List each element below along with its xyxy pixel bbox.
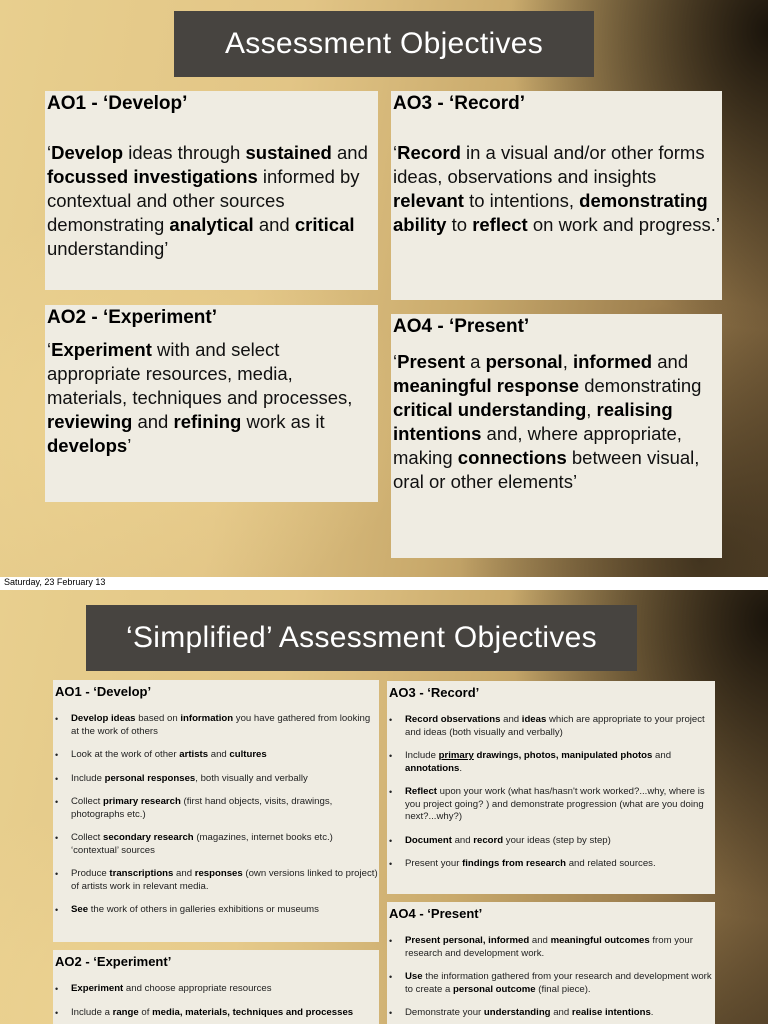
- ao4-simplified-heading: AO4 - ‘Present’: [389, 906, 483, 921]
- body-text: and: [529, 935, 551, 946]
- ao4-simplified-list: [387, 935, 715, 1020]
- ao2-simplified-list: [53, 983, 379, 1019]
- body-text: .: [650, 1007, 654, 1018]
- list-item: [71, 832, 379, 857]
- body-text: ideas through: [123, 142, 246, 163]
- list-item: [405, 1007, 715, 1020]
- ao4-box: [391, 314, 722, 558]
- ao3-simplified-list: [387, 714, 715, 871]
- body-text: and, where appropriate, making: [393, 423, 682, 468]
- emphasis-text: Record: [397, 142, 461, 163]
- body-text: to intentions,: [463, 190, 580, 211]
- emphasis-text: media, materials, techniques and processes: [152, 1006, 354, 1018]
- emphasis-text: refining: [173, 411, 242, 432]
- body-text: Look at the work of other: [71, 749, 180, 760]
- ao2-body: [47, 338, 378, 458]
- ao3-heading: AO3 - ‘Record’: [393, 93, 525, 114]
- list-item: [71, 983, 379, 996]
- body-text: the information gathered from your research and development work to create a: [405, 971, 712, 995]
- emphasis-text: record: [473, 834, 504, 846]
- body-text: you have gathered from looking at the work of others: [71, 713, 371, 737]
- emphasis-text: annotations: [405, 762, 460, 774]
- body-text: with and select appropriate resources, media, materials, techniques and processes,: [47, 339, 353, 408]
- emphasis-text: sustained: [245, 142, 332, 163]
- emphasis-text: realising intentions: [393, 399, 673, 444]
- slide-2: [0, 590, 768, 1024]
- emphasis-text: critical: [294, 214, 355, 235]
- emphasis-text: understanding: [483, 1007, 551, 1018]
- emphasis-text: range: [112, 1006, 139, 1018]
- emphasis-text: responses: [194, 868, 243, 879]
- emphasis-text: personal: [485, 351, 563, 372]
- ao3-body: [393, 141, 722, 237]
- body-text: and: [451, 834, 474, 846]
- slide-2-title: ‘Simplified’ Assessment Objectives: [86, 605, 637, 671]
- ao4-heading: AO4 - ‘Present’: [393, 316, 530, 337]
- emphasis-text: Develop: [51, 142, 124, 163]
- body-text: on work and progress.’: [527, 214, 721, 235]
- ao2-box: [45, 305, 378, 502]
- body-text: (magazines, internet books etc.) ‘contextual’ sources: [71, 832, 333, 856]
- body-text: demonstrating: [579, 375, 702, 396]
- ao2-simplified-box: [53, 950, 379, 1024]
- body-text: ‘: [47, 339, 52, 360]
- body-text: ,: [586, 399, 597, 420]
- emphasis-text: information: [180, 713, 234, 724]
- body-text: , both visually and verbally: [195, 772, 308, 784]
- emphasis-text: primary: [438, 750, 474, 761]
- body-text: and choose appropriate resources: [123, 983, 272, 994]
- list-item: [71, 868, 379, 893]
- emphasis-text: meaningful response: [393, 375, 580, 396]
- body-text: in a visual and/or other forms ideas, observations and insights: [393, 142, 705, 187]
- emphasis-text: reflect: [472, 214, 528, 235]
- body-text: and: [208, 749, 230, 760]
- list-item: [405, 935, 715, 960]
- list-item: [405, 835, 715, 848]
- body-text: based on: [135, 713, 181, 724]
- emphasis-text: analytical: [169, 214, 254, 235]
- emphasis-text: reviewing: [47, 411, 133, 432]
- ao1-body: [47, 141, 378, 261]
- ao1-simplified-list: [53, 713, 379, 917]
- list-item: [405, 858, 715, 871]
- body-text: ‘: [47, 142, 52, 163]
- emphasis-text: Record observations: [405, 714, 501, 725]
- ao1-box: [45, 91, 378, 290]
- body-text: and: [500, 714, 522, 725]
- body-text: the work of others in galleries exhibitions or museums: [88, 904, 319, 915]
- body-text: Present your: [405, 858, 463, 869]
- emphasis-text: connections: [457, 447, 567, 468]
- body-text: Collect: [71, 796, 103, 807]
- body-text: and: [331, 142, 368, 163]
- emphasis-text: realise intentions: [571, 1007, 651, 1018]
- body-text: understanding’: [47, 238, 169, 259]
- emphasis-text: demonstrating ability: [393, 190, 708, 235]
- emphasis-text: personal outcome: [453, 983, 536, 995]
- emphasis-text: See: [71, 904, 89, 915]
- list-item: [405, 750, 715, 775]
- emphasis-text: primary research: [103, 796, 181, 807]
- emphasis-text: Use: [405, 971, 423, 982]
- ao4-body: [393, 350, 722, 494]
- body-text: your ideas (step by step): [503, 834, 611, 846]
- body-text: ‘: [393, 351, 398, 372]
- emphasis-text: develops: [47, 435, 128, 456]
- slide-1-title: Assessment Objectives: [174, 11, 594, 77]
- date-label: Saturday, 23 February 13: [4, 577, 106, 587]
- body-text: and: [132, 411, 174, 432]
- body-text: Demonstrate your: [405, 1007, 484, 1018]
- body-text: and related sources.: [566, 858, 656, 869]
- emphasis-text: secondary research: [103, 832, 194, 843]
- ao3-box: [391, 91, 722, 300]
- emphasis-text: Experiment: [51, 339, 152, 360]
- ao3-simplified-heading: AO3 - ‘Record’: [389, 685, 480, 700]
- body-text: ’: [127, 435, 132, 456]
- body-text: between visual, oral or other elements’: [393, 447, 700, 492]
- list-item: [71, 749, 379, 762]
- emphasis-text: transcriptions: [109, 868, 174, 879]
- ao4-simplified-box: [387, 902, 715, 1024]
- body-text: which are appropriate to your project and ideas (both visually and verbally): [405, 714, 705, 738]
- list-item: [71, 773, 379, 786]
- body-text: ‘: [393, 142, 398, 163]
- emphasis-text: artists: [179, 749, 209, 760]
- ao3-simplified-box: [387, 681, 715, 894]
- body-text: work as it: [241, 411, 325, 432]
- body-text: (first hand objects, visits, drawings, photographs etc.): [71, 796, 333, 820]
- emphasis-text: Experiment: [71, 983, 124, 994]
- emphasis-text: cultures: [229, 749, 267, 760]
- emphasis-text: Reflect: [405, 786, 437, 797]
- emphasis-text: personal responses: [104, 772, 196, 784]
- ao2-simplified-heading: AO2 - ‘Experiment’: [55, 954, 172, 969]
- body-text: and: [550, 1007, 572, 1018]
- emphasis-text: informed: [572, 351, 653, 372]
- emphasis-text: focussed investigations: [47, 166, 258, 187]
- body-text: to: [446, 214, 473, 235]
- list-item: [71, 713, 379, 738]
- body-text: Include a: [71, 1006, 113, 1018]
- body-text: (final piece).: [535, 983, 591, 995]
- list-item: [71, 1007, 379, 1020]
- emphasis-text: findings from research: [462, 858, 567, 869]
- ao1-simplified-box: [53, 680, 379, 942]
- list-item: [405, 971, 715, 996]
- body-text: ,: [562, 351, 573, 372]
- body-text: Include: [405, 750, 439, 761]
- emphasis-text: relevant: [393, 190, 464, 211]
- body-text: and: [253, 214, 295, 235]
- list-item: [405, 714, 715, 739]
- ao2-heading: AO2 - ‘Experiment’: [47, 307, 217, 328]
- emphasis-text: meaningful outcomes: [550, 935, 650, 946]
- emphasis-text: critical understanding: [393, 399, 587, 420]
- list-item: [71, 904, 379, 917]
- body-text: upon your work (what has/hasn't work worked?...why, where is you project going? ) and demonstrate progression (what are you doing next?...why?): [405, 786, 705, 822]
- list-item: [405, 786, 715, 824]
- emphasis-text: drawings, photos, manipulated photos: [473, 750, 653, 761]
- emphasis-text: ideas: [521, 714, 547, 725]
- body-text: from your research and development work.: [405, 935, 693, 959]
- emphasis-text: Present: [397, 351, 465, 372]
- body-text: and: [652, 750, 672, 761]
- emphasis-text: Develop ideas: [71, 713, 136, 724]
- body-text: (own versions linked to project) of artists work in relevant media.: [71, 868, 378, 892]
- body-text: and: [652, 351, 689, 372]
- body-text: .: [459, 762, 463, 774]
- body-text: Produce: [71, 868, 110, 879]
- body-text: a: [465, 351, 486, 372]
- list-item: [71, 796, 379, 821]
- emphasis-text: Document: [405, 834, 452, 846]
- emphasis-text: Present personal, informed: [405, 935, 530, 946]
- body-text: informed by contextual and other sources demonstrating: [47, 166, 360, 235]
- body-text: Collect: [71, 832, 103, 843]
- body-text: Include: [71, 772, 105, 784]
- ao1-heading: AO1 - ‘Develop’: [47, 93, 188, 114]
- body-text: of: [138, 1006, 153, 1018]
- ao1-simplified-heading: AO1 - ‘Develop’: [55, 684, 152, 699]
- body-text: and: [173, 868, 195, 879]
